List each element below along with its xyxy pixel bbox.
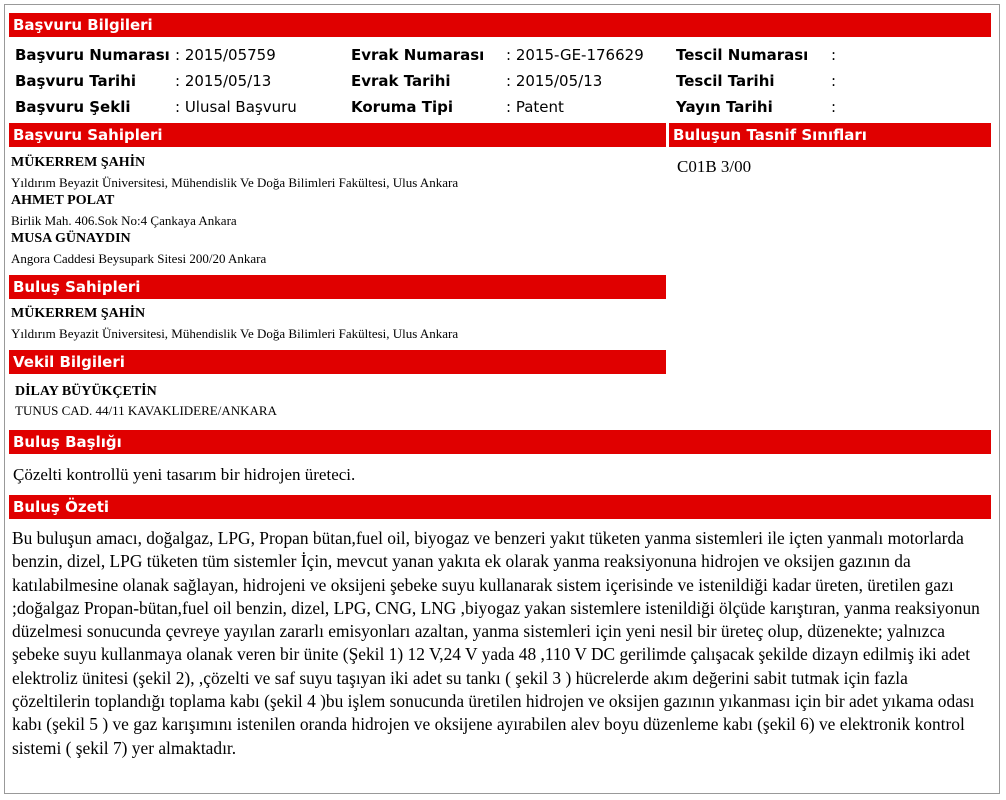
invention-title: Çözelti kontrollü yeni tasarım bir hidrojen üreteci. [13, 465, 356, 484]
section-header-applicants: Başvuru Sahipleri [9, 123, 666, 147]
applicant-address: Birlik Mah. 406.Sok No:4 Çankaya Ankara [11, 213, 237, 228]
label-publication-date: Yayın Tarihi [676, 98, 773, 116]
classification-code: C01B 3/00 [677, 157, 752, 176]
value-protection-type: : Patent [506, 98, 564, 116]
label-application-type: Başvuru Şekli [15, 98, 131, 116]
value-publication-date: : [831, 98, 837, 116]
section-header-classification: Buluşun Tasnif Sınıfları [669, 123, 991, 147]
section-header-application-info: Başvuru Bilgileri [9, 13, 991, 37]
applicant-name: AHMET POLAT [11, 193, 115, 208]
inventor-name: MÜKERREM ŞAHİN [11, 306, 146, 321]
section-header-summary: Buluş Özeti [9, 495, 991, 519]
label-registration-number: Tescil Numarası [676, 46, 809, 64]
value-registration-number: : [831, 46, 837, 64]
label-document-date: Evrak Tarihi [351, 72, 451, 90]
label-protection-type: Koruma Tipi [351, 98, 453, 116]
inventor-address: Yıldırım Beyazit Üniversitesi, Mühendislik Ve Doğa Bilimleri Fakültesi, Ulus Ankara [11, 326, 459, 341]
label-document-number: Evrak Numarası [351, 46, 485, 64]
attorney-address: TUNUS CAD. 44/11 KAVAKLIDERE/ANKARA [15, 403, 277, 418]
section-header-inventors: Buluş Sahipleri [9, 275, 666, 299]
section-header-attorney: Vekil Bilgileri [9, 350, 666, 374]
applicant-address: Yıldırım Beyazit Üniversitesi, Mühendislik Ve Doğa Bilimleri Fakültesi, Ulus Ankara [11, 175, 459, 190]
value-document-number: : 2015-GE-176629 [506, 46, 644, 64]
label-application-number: Başvuru Numarası [15, 46, 170, 64]
value-document-date: : 2015/05/13 [506, 72, 603, 90]
applicant-name: MUSA GÜNAYDIN [11, 231, 131, 246]
label-application-date: Başvuru Tarihi [15, 72, 137, 90]
attorney-name: DİLAY BÜYÜKÇETİN [15, 384, 157, 399]
value-registration-date: : [831, 72, 837, 90]
applicant-name: MÜKERREM ŞAHİN [11, 155, 146, 170]
value-application-number: : 2015/05759 [175, 46, 276, 64]
section-header-title: Buluş Başlığı [9, 430, 991, 454]
invention-summary: Bu buluşun amacı, doğalgaz, LPG, Propan bütan,fuel oil, biyogaz ve benzeri yakıt tüketen yanma sistemleri ile içten yanmalı motorlarda benzin, dizel, LPG tüketen tüm sistemler İçin, mevcut yanan yakıta ek olarak yanma reaksiyonuna hidrojen ve oksijen gazının da katılabilmesine olanak sağlayan, hidrojeni ve oksijeni şebeke suyu kullanarak sistem içerisinde ve istenildiği kadar üreten, üretilen gazı ;doğalgaz Propan-bütan,fuel oil benzin, dizel, LPG, CNG, LNG ,biyogaz yakan sistemlere istenildiği ölçüde karıştıran, yanma reaksiyonun düzelmesi sonucunda çevreye yayılan zararlı emisyonları azaltan, yanma sistemleri için yeni nesil bir üreteç olup, düzenekte; yalnızca şebeke suyu kullanmaya olanak veren bir ünite (Şekil 1) 12 V,24 V yada 48 ,110 V DC gerilimde çalışacak şekilde dizayn edilmiş iki adet elektroliz ünitesi (şekil 2), ,çözelti ve saf suyu taşıyan iki adet su tankı ( şekil 3 ) hücrelerde akım değerini sabit tutmak için fazla çözeltilerin toplandığı toplama kabı (şekil 4 )bu işlem sonucunda üretilen hidrojen ve oksijen gazının yıkanması için bir adet yıkama odası kabı (şekil 5 ) ve gaz karışımını istenilen oranda hidrojen ve oksijene ayırabilen alev boyu düzenleme kabı (şekil 6) ve elektronik kontrol sistemi ( şekil 7) yer almaktadır. [12, 528, 980, 758]
value-application-type: : Ulusal Başvuru [175, 98, 297, 116]
label-registration-date: Tescil Tarihi [676, 72, 775, 90]
applicant-address: Angora Caddesi Beysupark Sitesi 200/20 Ankara [11, 251, 267, 266]
value-application-date: : 2015/05/13 [175, 72, 272, 90]
